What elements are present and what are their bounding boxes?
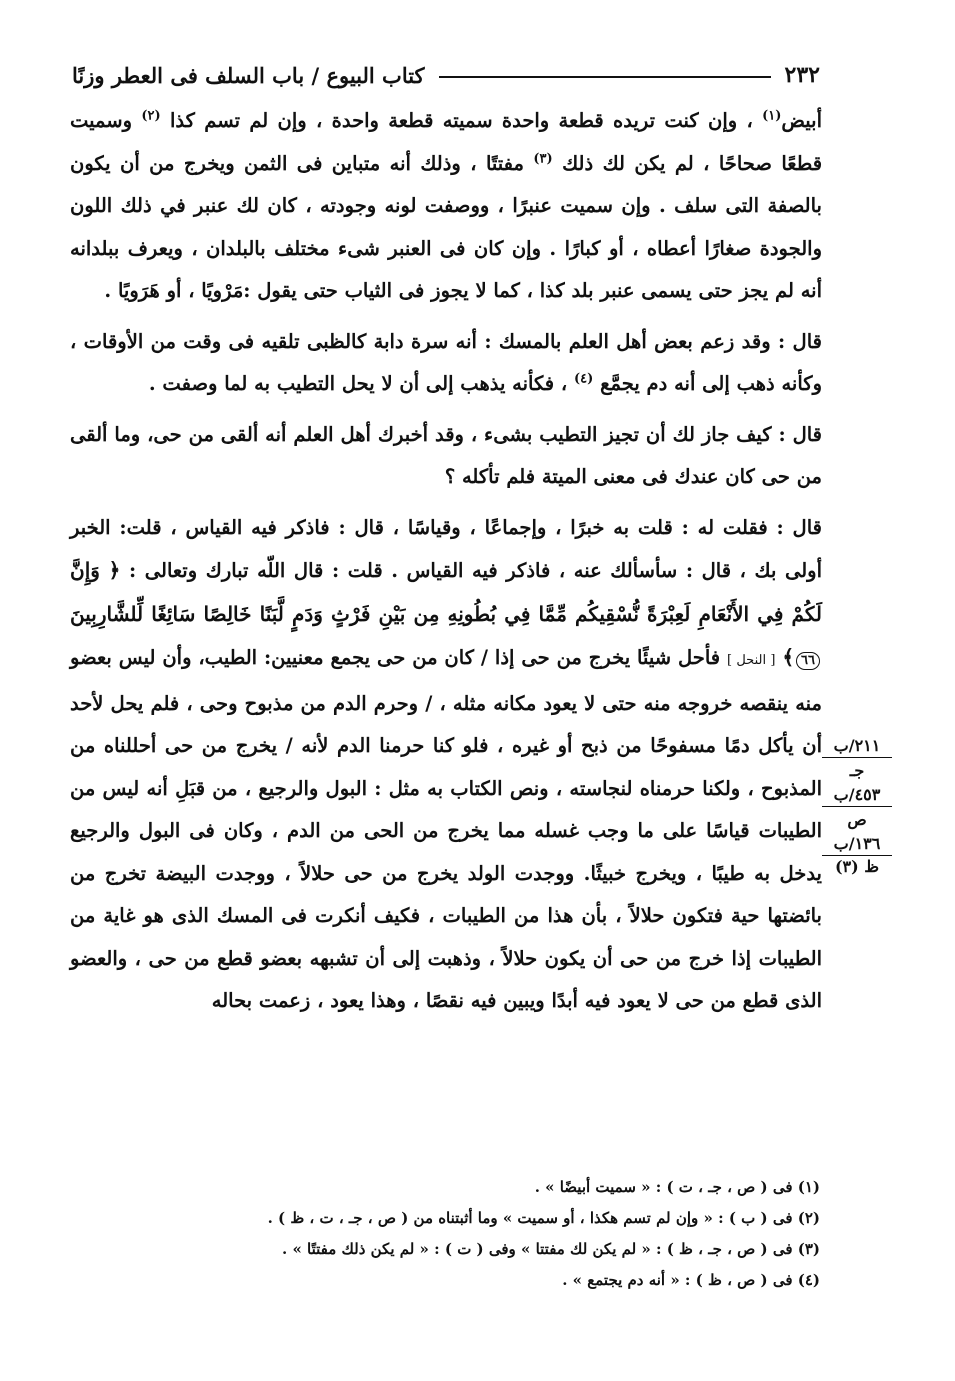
text-run: مفتتًا ، وذلك أنه متباين فى الثمن ويخرج من أن يكون بالصفة التى سلف . وإن سميت عنبرًا ، ووصفت لونه وجودته ، كان لك عنبر في ذلك اللون والجودة صغارًا أعطاه ، أو كبارًا . وإن كان فى العنبر شىء مختلف بالبلدان ، ويعرف ببلدانه أنه لم يجز حتى يسمى عنبر بلد كذا ، كما لا يجوز فى الثياب حتى يقول :مَرْويًا ، أو هَرَويًا . xyxy=(70,151,822,302)
margin-notes xyxy=(822,735,892,878)
margin-note: ١٣٦/ب xyxy=(822,833,892,856)
footnote-ref-3: (٣) xyxy=(533,151,553,166)
qal-label: قال : xyxy=(776,515,822,539)
footnote-ref-4: (٤) xyxy=(573,371,594,387)
ayah-number: ٦٦ xyxy=(796,652,820,670)
footnote-3: (٣) فى ( ص ، جـ ، ظ ) : « لم يكن لك مفتتا » وفى ( ت ) : « لم يكن ذلك مفتتًا » . xyxy=(282,1240,820,1258)
qal-label: قال : xyxy=(777,329,822,353)
text-run: أبيض xyxy=(781,109,822,132)
chapter-title: كتاب البيوع / باب السلف فى العطر وزنًا xyxy=(72,62,425,88)
running-header xyxy=(72,58,820,92)
margin-note: ظ (٣) xyxy=(834,857,880,876)
quran-verse: ﴿ وَإِنَّ لَكُمْ فِي الأَنْعَامِ لَعِبْرَةً نُّسْقِيكُم مِّمَّا فِي بُطُونِهِ مِن بَيْنِ فَرْثٍ وَدَمٍ لَّبَنًا خَالِصًا سَائِغًا لِّلشَّارِبِينَ xyxy=(70,558,822,626)
verse-close-bracket: ﴾ xyxy=(782,645,795,669)
text-run: وسميت قطعًا صحاحًا ، لم يكن لك ذلك xyxy=(70,109,823,175)
sura-name: [ النحل ] xyxy=(727,653,776,668)
paragraph-4 xyxy=(70,507,822,1023)
footnote-ref-1: (١) xyxy=(762,108,782,124)
footnote-4: (٤) فى ( ص ، ظ ) : « أنه دم يجتمع » . xyxy=(562,1271,820,1289)
header-rule xyxy=(439,76,771,78)
paragraph-2 xyxy=(70,321,822,406)
text-run: فقلت له : قلت به خبرًا ، وإجماعًا ، وقياسًا ، قال : فاذكر فيه القياس ، قلت: الخبر أولى بك ، قال : سأسألك عنه ، فاذكر فيه القياس . قلت : قال اللّه تبارك وتعالى : xyxy=(70,515,822,582)
main-text xyxy=(70,100,822,1023)
page-number: ٢٣٢ xyxy=(784,62,820,88)
margin-note: جـ xyxy=(849,761,865,780)
text-run: ، فكأنه يذهب إلى أن لا يحل التطيب به لما وصفت . xyxy=(148,372,568,395)
paragraph-1 xyxy=(70,100,822,313)
text-run: فأحل شيئًا يخرج من حى إذا / كان من حى يجمع معنيين: الطيب، وأن ليس بعضو منه ينقصه خروجه منه حتى لا يعود مكانه مثله ، / وحرم الدم من مذبوح وحى ، فلم يحل لأحد أن يأكل دمًا مسفوحًا من ذبح أو غيره ، فلو كنا حرمنا الدم لأنه / يخرج من حى أحللناه من المذبوح ، ولكنا حرمناه لنجاسته ، ونص الكتاب به مثل : البول والرجيع ، من قبَلِ أنه ليس من الطيبات قياسًا على ما وجب غسله مما يخرج من الحى من الدم ، وكان فى البول والرجيع يدخل به طيبًا ، ويخرج خبيثًا. ووجدت الولد يخرج من حى حلالاً ، ووجدت البيضة تخرج من بائضتها حية فتكون حلالاً ، بأن هذا من الطيبات ، فكيف أنكرت فى المسك الذى هو غاية من الطيبات إذا خرج من حى أن يكون حلالاً ، وذهبت إلى أن تشبهه بعضو قطع من حى ، والعضو الذى قطع من حى لا يعود فيه أبدًا ويبين فيه نقصًا ، وهذا يعود ، زعمت بحاله xyxy=(70,646,822,1012)
footnotes xyxy=(170,1172,820,1296)
margin-note: ٤٥٣/ب xyxy=(822,784,892,807)
text-run: ، وإن كنت تريده قطعة واحدة سميته قطعة واحدة ، وإن لم تسم كذا xyxy=(169,109,753,132)
footnote-1: (١) فى ( ص ، جـ ، ت ) : « سميت أبيضًا » . xyxy=(534,1178,820,1196)
footnote-ref-2: (٢) xyxy=(141,108,161,124)
text-run: كيف جاز لك أن تجيز التطيب بشىء ، وقد أخبرك أهل العلم أنه ألقى من حى، وما ألقى من حى كان عندك فى معنى الميتة فلم تأكله ؟ xyxy=(70,422,822,488)
footnote-2: (٢) فى ( ب ) : « وإن لم تسم هكذا ، أو سميت » وما أثبتناه من ( ص ، جـ ، ت ، ظ ) . xyxy=(267,1209,820,1227)
paragraph-3 xyxy=(70,414,822,499)
qal-label: قال : xyxy=(778,422,823,446)
text-run: وقد زعم بعض أهل العلم بالمسك : أنه سرة دابة كالظبى تلقيه فى وقت من الأوقات ، وكأنه ذهب إلى أنه دم يجمَّع xyxy=(70,329,822,395)
margin-note: ٢١١/ب xyxy=(822,735,892,758)
margin-note: ص xyxy=(847,810,867,829)
